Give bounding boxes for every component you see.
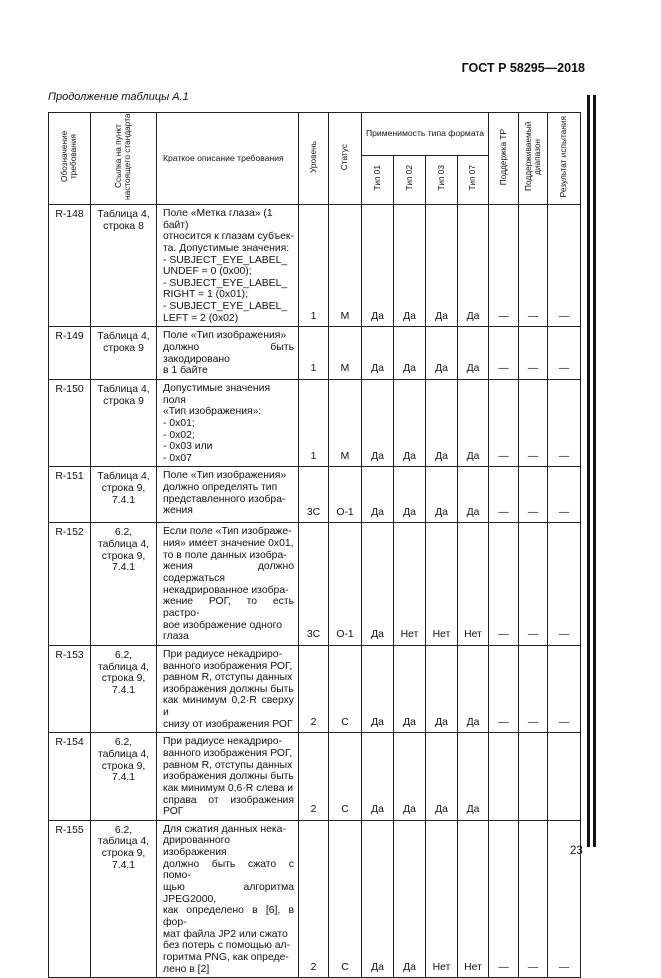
cell-t01: Да xyxy=(362,379,394,466)
desc-line: изображения должны быть xyxy=(163,771,294,783)
col-header-t07: Тип 07 xyxy=(458,156,489,205)
col-header-desc: Краткое описание требования xyxy=(157,113,299,205)
cell-t02: Да xyxy=(394,327,426,380)
desc-line: мат файла JP2 или сжато xyxy=(163,928,288,940)
cell-range: — xyxy=(519,645,548,732)
table-caption: Продолжение таблицы А.1 xyxy=(48,91,189,103)
cell-t07: Да xyxy=(458,467,489,523)
ref-line: строка 9, xyxy=(101,673,146,685)
desc-line: должно определять тип xyxy=(163,482,278,494)
requirement-ref xyxy=(91,523,157,645)
requirements-table xyxy=(48,112,581,978)
cell-status: О-1 xyxy=(329,467,362,523)
ref-line: таблица 4, xyxy=(97,539,150,551)
cell-status: М xyxy=(329,205,362,327)
cell-status: М xyxy=(329,379,362,466)
col-header-t02: Тип 02 xyxy=(394,156,426,205)
desc-line: то в поле данных изобра- xyxy=(163,549,287,561)
desc-line: равном R, отступы данных xyxy=(163,672,293,684)
desc-line: - 0x03 или xyxy=(163,441,213,453)
desc-line: LEFT = 2 (0x02) xyxy=(163,312,239,324)
cell-level: 2 xyxy=(299,645,329,732)
margin-bar-right xyxy=(593,95,596,847)
cell-tp: — xyxy=(489,523,519,645)
requirement-desc xyxy=(157,820,299,977)
cell-result: — xyxy=(548,379,581,466)
table-row xyxy=(49,327,581,380)
col-header-result: Результат испытания xyxy=(548,113,581,205)
ref-line: 7.4.1 xyxy=(111,859,136,871)
cell-tp: — xyxy=(489,205,519,327)
ref-line: строка 9, xyxy=(101,760,146,772)
requirement-ref xyxy=(91,733,157,820)
requirement-code: R-148 xyxy=(49,205,91,327)
desc-line: та. Допустимые значения: xyxy=(163,242,290,254)
cell-level: 3С xyxy=(299,523,329,645)
col-header-tp: Поддержка ТР xyxy=(489,113,519,205)
cell-tp: — xyxy=(489,379,519,466)
cell-t07: Да xyxy=(458,379,489,466)
cell-range: — xyxy=(519,205,548,327)
cell-range: — xyxy=(519,327,548,380)
desc-line: должно быть закодировано xyxy=(163,342,294,365)
cell-t07: Да xyxy=(458,733,489,820)
requirement-ref xyxy=(91,645,157,732)
col-header-range: Поддерживаемый диапазон xyxy=(519,113,548,205)
desc-line: в 1 байте xyxy=(163,365,208,377)
desc-line: как определено в [6], в фор- xyxy=(163,905,294,928)
requirement-ref xyxy=(91,379,157,466)
desc-line: лено в [2] xyxy=(163,963,210,975)
desc-line: Поле «Тип изображения» xyxy=(163,470,287,482)
cell-t01: Да xyxy=(362,733,394,820)
requirement-desc xyxy=(157,733,299,820)
desc-line: жения xyxy=(163,505,193,517)
cell-result: — xyxy=(548,205,581,327)
cell-t01: Да xyxy=(362,523,394,645)
cell-t03: Да xyxy=(426,205,458,327)
requirement-ref xyxy=(91,467,157,523)
desc-line: щью алгоритма JPEG2000, xyxy=(163,882,294,905)
col-header-applicability: Применимость типа формата xyxy=(362,113,489,156)
requirement-desc xyxy=(157,467,299,523)
ref-line: 7.4.1 xyxy=(111,562,136,574)
desc-line: - 0x01; xyxy=(163,417,195,429)
cell-t02: Нет xyxy=(394,523,426,645)
ref-line: Таблица 4, xyxy=(97,209,150,220)
cell-t01: Да xyxy=(362,327,394,380)
ref-line: Таблица 4, xyxy=(97,383,150,395)
desc-line: Поле «Тип изображения» xyxy=(163,330,287,342)
cell-t01: Да xyxy=(362,205,394,327)
cell-status: С xyxy=(329,820,362,977)
requirement-code: R-154 xyxy=(49,733,91,820)
document-id: ГОСТ Р 58295—2018 xyxy=(461,61,585,75)
cell-result: — xyxy=(548,523,581,645)
requirement-desc xyxy=(157,379,299,466)
col-header-code: Обозначение требования xyxy=(49,113,91,205)
col-header-t03: Тип 03 xyxy=(426,156,458,205)
desc-line: - SUBJECT_EYE_LABEL_ xyxy=(163,301,288,313)
cell-t02: Да xyxy=(394,379,426,466)
cell-t03: Нет xyxy=(426,820,458,977)
ref-line: строка 9 xyxy=(103,395,144,407)
desc-line: без потерь с помощью ал- xyxy=(163,940,291,952)
requirement-ref xyxy=(91,205,157,327)
requirement-code: R-149 xyxy=(49,327,91,380)
desc-line: относится к глазам субъек- xyxy=(163,231,294,243)
cell-tp: — xyxy=(489,820,519,977)
cell-t07: Нет xyxy=(458,820,489,977)
cell-range: — xyxy=(519,523,548,645)
cell-t03: Да xyxy=(426,467,458,523)
desc-line: UNDEF = 0 (0x00); xyxy=(163,266,252,278)
cell-level: 1 xyxy=(299,205,329,327)
requirement-code: R-152 xyxy=(49,523,91,645)
cell-range: — xyxy=(519,467,548,523)
desc-line: снизу от изображения РОГ xyxy=(163,718,293,730)
desc-line: - SUBJECT_EYE_LABEL_ xyxy=(163,254,288,266)
margin-bar-left xyxy=(587,95,590,847)
desc-line: - SUBJECT_EYE_LABEL_ xyxy=(163,277,288,289)
cell-t01: Да xyxy=(362,645,394,732)
desc-line: дрированного изображения xyxy=(163,835,230,859)
desc-line: - 0x07 xyxy=(163,452,192,464)
ref-line: Таблица 4, xyxy=(97,331,150,343)
ref-line: таблица 4, xyxy=(97,661,150,673)
cell-status: О-1 xyxy=(329,523,362,645)
desc-line: При радиусе некадриро- xyxy=(163,648,283,660)
ref-line: 7.4.1 xyxy=(111,494,136,506)
table-row xyxy=(49,523,581,645)
cell-t07: Да xyxy=(458,205,489,327)
ref-line: строка 9, xyxy=(101,483,146,495)
requirement-ref xyxy=(91,327,157,380)
ref-line: строка 9, xyxy=(101,550,146,562)
cell-t02: Да xyxy=(394,467,426,523)
table-row xyxy=(49,645,581,732)
requirement-ref xyxy=(91,820,157,977)
desc-line: При радиусе некадриро- xyxy=(163,736,283,748)
requirement-code: R-150 xyxy=(49,379,91,466)
col-header-status: Статус xyxy=(329,113,362,205)
desc-line: ванного изображения РОГ, xyxy=(163,747,293,759)
desc-line: представленного изобра- xyxy=(163,493,286,505)
desc-line: некадрированное изобра- xyxy=(163,584,289,596)
cell-t02: Да xyxy=(394,645,426,732)
desc-line: горитма PNG, как опреде- xyxy=(163,951,289,963)
cell-t07: Да xyxy=(458,645,489,732)
desc-line: жения должно содержаться xyxy=(163,561,294,585)
cell-t01: Да xyxy=(362,467,394,523)
requirement-code: R-155 xyxy=(49,820,91,977)
cell-t02: Да xyxy=(394,820,426,977)
table-row xyxy=(49,205,581,327)
desc-line: как минимум 0,6·R слева и xyxy=(163,782,294,794)
cell-t03: Нет xyxy=(426,523,458,645)
ref-line: 6.2, xyxy=(114,824,133,836)
desc-line: как минимум 0,2·R сверху и xyxy=(163,695,294,719)
desc-line: глаза xyxy=(163,631,189,643)
cell-t02: Да xyxy=(394,733,426,820)
cell-range: — xyxy=(519,820,548,977)
cell-level: 2 xyxy=(299,820,329,977)
desc-line: Если поле «Тип изображе- xyxy=(163,526,292,538)
cell-tp xyxy=(489,733,519,820)
ref-line: строка 9 xyxy=(103,343,144,355)
cell-result: — xyxy=(548,467,581,523)
cell-t07: Да xyxy=(458,327,489,380)
cell-result: — xyxy=(548,645,581,732)
desc-line: Для сжатия данных нека- xyxy=(163,823,286,835)
cell-status: С xyxy=(329,733,362,820)
table-body xyxy=(49,205,581,978)
ref-line: строка 8 xyxy=(103,220,144,232)
desc-line: жение РОГ, то есть растро- xyxy=(163,596,294,619)
ref-line: 7.4.1 xyxy=(111,772,136,784)
table-row xyxy=(49,733,581,820)
requirement-desc xyxy=(157,645,299,732)
cell-t03: Да xyxy=(426,379,458,466)
desc-line: - 0x02; xyxy=(163,429,195,441)
page-number: 23 xyxy=(570,845,583,857)
ref-line: таблица 4, xyxy=(97,748,150,760)
cell-t03: Да xyxy=(426,645,458,732)
desc-line: «Тип изображения»: xyxy=(163,406,262,418)
ref-line: строка 9, xyxy=(101,848,146,860)
requirement-desc xyxy=(157,205,299,327)
cell-t02: Да xyxy=(394,205,426,327)
ref-line: 6.2, xyxy=(114,649,133,661)
desc-line: равном R, отступы данных xyxy=(163,759,293,771)
cell-range: — xyxy=(519,379,548,466)
cell-level: 1 xyxy=(299,327,329,380)
ref-line: 6.2, xyxy=(114,737,133,749)
cell-t03: Да xyxy=(426,733,458,820)
desc-line: Допустимые значения поля xyxy=(163,382,271,406)
desc-line: изображения должны быть xyxy=(163,683,294,695)
desc-line: ванного изображения РОГ, xyxy=(163,660,293,672)
cell-tp: — xyxy=(489,467,519,523)
cell-t03: Да xyxy=(426,327,458,380)
cell-tp: — xyxy=(489,645,519,732)
cell-result: — xyxy=(548,327,581,380)
desc-line: справа от изображения РОГ xyxy=(163,794,294,818)
cell-status: С xyxy=(329,645,362,732)
table-row xyxy=(49,467,581,523)
requirement-desc xyxy=(157,523,299,645)
ref-line: 6.2, xyxy=(114,527,133,539)
cell-level: 2 xyxy=(299,733,329,820)
cell-result: — xyxy=(548,820,581,977)
cell-level: 3С xyxy=(299,467,329,523)
cell-level: 1 xyxy=(299,379,329,466)
ref-line: таблица 4, xyxy=(97,836,150,848)
col-header-level: Уровень xyxy=(299,113,329,205)
cell-t01: Да xyxy=(362,820,394,977)
cell-result xyxy=(548,733,581,820)
requirement-code: R-151 xyxy=(49,467,91,523)
cell-status: М xyxy=(329,327,362,380)
ref-line: 7.4.1 xyxy=(111,684,136,696)
cell-range xyxy=(519,733,548,820)
requirement-desc xyxy=(157,327,299,380)
col-header-ref: Ссылка на пункт настоящего стандарта xyxy=(91,113,157,205)
desc-line: должно быть сжато с помо- xyxy=(163,858,294,882)
desc-line: ния» имеет значение 0x01, xyxy=(163,538,294,550)
table-row xyxy=(49,820,581,977)
table-row xyxy=(49,379,581,466)
desc-line: вое изображение одного xyxy=(163,619,282,631)
col-header-t01: Тип 01 xyxy=(362,156,394,205)
desc-line: RIGHT = 1 (0x01); xyxy=(163,289,248,301)
requirement-code: R-153 xyxy=(49,645,91,732)
cell-tp: — xyxy=(489,327,519,380)
desc-line: Поле «Метка глаза» (1 байт) xyxy=(163,208,273,231)
ref-line: Таблица 4, xyxy=(97,471,150,483)
cell-t07: Нет xyxy=(458,523,489,645)
